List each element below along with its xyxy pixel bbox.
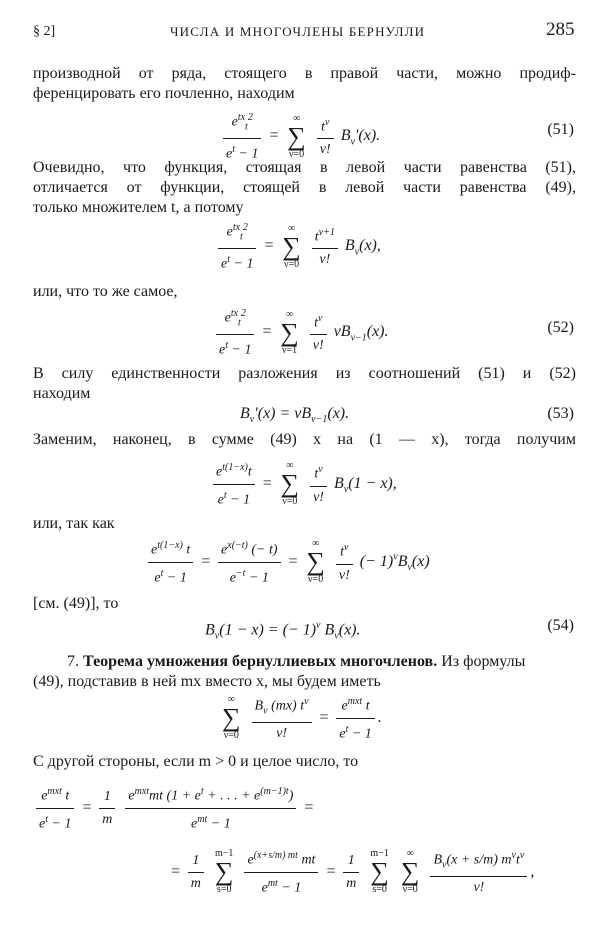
formula-shifted-series: $\frac{e^{tx}_t^2}{e^t - 1}$ = ∞ ∑ ν=0 $\frac{t^{\nu+1}}{\nu!}$ $B_\nu(x)$, <box>215 218 381 275</box>
section-marker: § 2] <box>33 24 56 39</box>
text-line: производной от ряда, стоящего в правой части, можно продиф- <box>33 65 576 82</box>
formula-52: $\frac{e^{tx}_t^2}{e^t - 1}$ = ∞ ∑ ν=1 $\frac{t^\nu}{\nu!}$ $\nu B_{\nu-1}(x)$. <box>213 304 389 361</box>
text-line: С другой стороны, если m > 0 и целое число, то <box>33 753 359 770</box>
text-line: Очевидно, что функция, стоящая в левой части равенства (51), <box>33 159 576 176</box>
text-line: или, так как <box>33 515 115 532</box>
formula-51: $\frac{e^{tx}_t^2}{e^t - 1}$ = ∞ ∑ ν=0 $\frac{t^\nu}{\nu!}$ $B_\nu'(x)$. <box>220 108 380 165</box>
paragraph-intro <box>33 64 576 104</box>
formula-expansion-2: = $\frac{1}{m}$ m−1 ∑ s=0 $\frac{e^{(x+s/m) mt} mt}{e^{mt} - 1}$ = $\frac{1}{m}$ m−1 ∑ s=0 ∞ ∑ ν=0 $\frac{B_\nu(x + s/m) m^\nu t^\nu}{\nu!}$ , <box>170 846 534 898</box>
paragraph-since <box>33 514 576 534</box>
text-line: отличается от функции, стоящей в левой части равенства (49), <box>33 179 576 196</box>
text-line: В силу единственности разложения из соотношений (51) и (52) <box>33 365 576 382</box>
text-line <box>67 652 576 672</box>
equation-number-51: (51) <box>547 121 574 138</box>
text-line: только множителем t, а потому <box>33 199 244 216</box>
equation-number-53: (53) <box>547 405 574 422</box>
formula-expansion-1: $\frac{e^{mxt} t}{e^t - 1}$ = $\frac{1}{m}$ $\frac{e^{mxt}mt (1 + e^t + . . . + e^{(m-1)t})}{e^{mt} - 1}$ = <box>33 782 314 834</box>
formula-54: $B_\nu(1 - x)$ = (− 1)$^\nu$ $B_\nu(x)$. <box>205 620 361 642</box>
page-number: 285 <box>546 19 575 40</box>
text-line: Заменим, наконец, в сумме (49) x на (1 — x), тогда получим <box>33 431 576 448</box>
equation-number-52: (52) <box>547 319 574 336</box>
formula-mx: ∞ ∑ ν=0 $\frac{B_\nu (mx) t^\nu}{\nu!}$ = $\frac{e^{mxt} t}{e^t - 1}$ . <box>218 692 382 744</box>
formula-53: $B_\nu'(x) = \nu B_{\nu-1}(x)$. <box>240 405 350 426</box>
formula-symmetry: $\frac{e^{t(1-x)} t}{e^t - 1}$ = $\frac{e^{x(-t)} (- t)}{e^{-t} - 1}$ = ∞ ∑ ν=0 $\frac{t^\nu}{\nu!}$ (− $1)^\nu B_\nu(x)$ <box>145 536 430 588</box>
paragraph-replace <box>33 430 576 450</box>
formula-reflected: $\frac{e^{t(1-x)}t}{e^t - 1}$ = ∞ ∑ ν=0 $\frac{t^\nu}{\nu!}$ $B_\nu(1 - x)$, <box>210 458 397 510</box>
paragraph-theorem <box>33 652 576 672</box>
paragraph-or <box>33 282 576 302</box>
theorem-title: Теорема умножения бернуллиевых многочленов. <box>83 653 438 670</box>
paragraph-see <box>33 594 576 614</box>
text-line: [см. (49)], то <box>33 595 119 612</box>
text-line: (49), подставив в ней mx вместо x, мы будем иметь <box>33 673 381 690</box>
equation-number-54: (54) <box>547 617 574 634</box>
running-title: ЧИСЛА И МНОГОЧЛЕНЫ БЕРНУЛЛИ <box>170 24 426 39</box>
text-line: ференцировать его почленно, находим <box>33 85 295 102</box>
paragraph-uniqueness <box>33 364 576 404</box>
text-line: или, что то же самое, <box>33 283 178 300</box>
text-line: находим <box>33 385 91 402</box>
theorem-text: Из формулы <box>441 653 526 670</box>
paragraph-observation <box>33 158 576 218</box>
theorem-number: 7. <box>67 653 79 670</box>
paragraph-other-side <box>33 752 576 772</box>
paragraph-substitute <box>33 672 576 692</box>
